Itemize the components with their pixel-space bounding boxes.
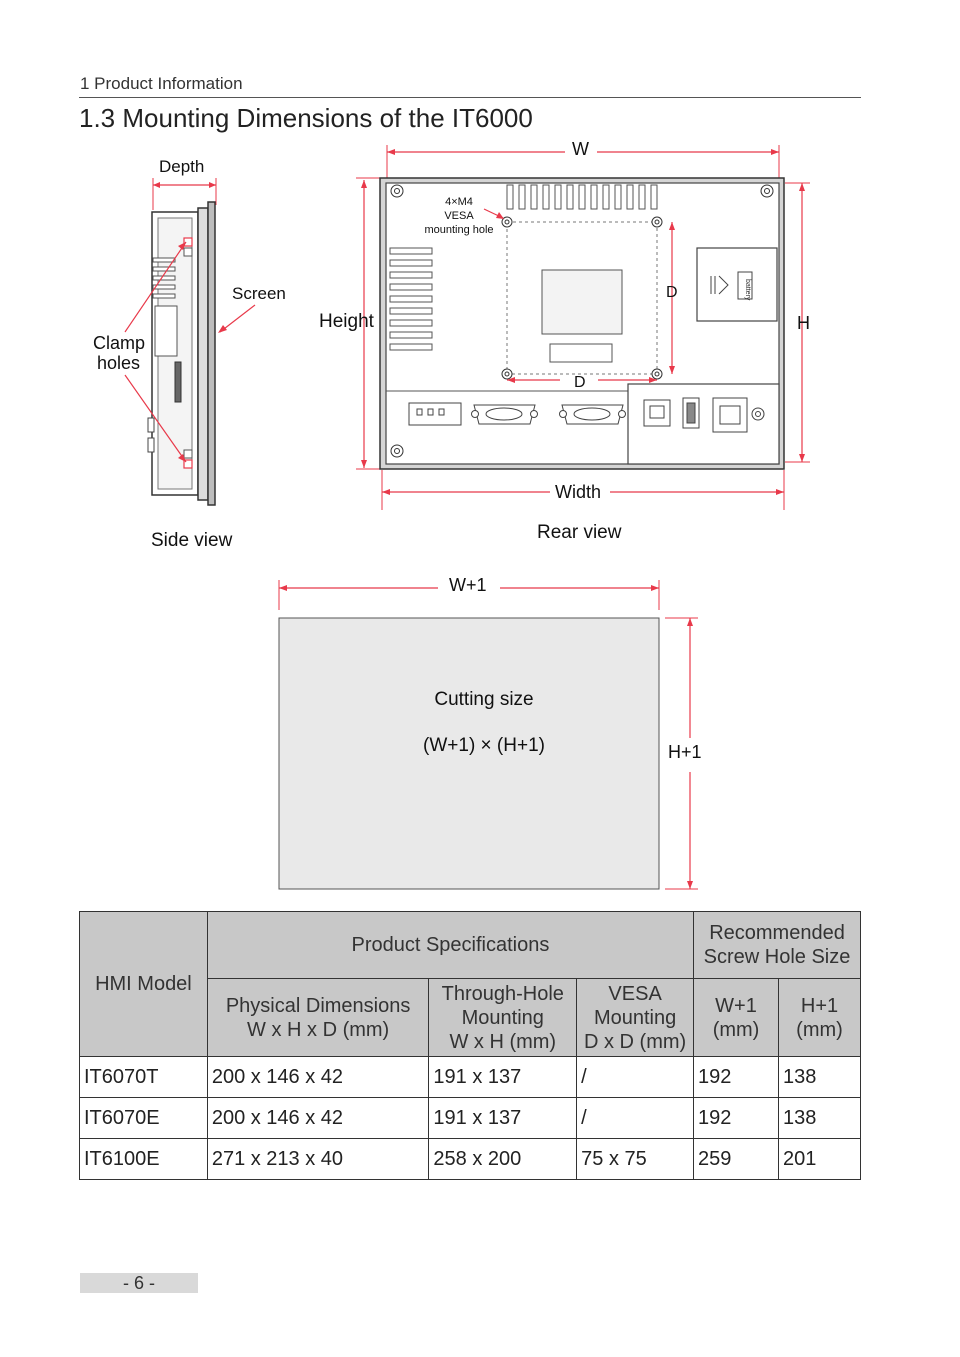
header-h1: H+1 (mm) bbox=[779, 979, 861, 1057]
page-number: - 6 - bbox=[80, 1273, 198, 1293]
h-dimension-label: H bbox=[797, 313, 810, 333]
rear-view-caption: Rear view bbox=[537, 522, 622, 543]
cutout-w-label: W+1 bbox=[449, 575, 487, 595]
vesa-d-vertical-label: D bbox=[666, 284, 678, 301]
cutout-formula: (W+1) × (H+1) bbox=[423, 735, 545, 756]
page-title: 1.3 Mounting Dimensions of the IT6000 bbox=[79, 103, 533, 133]
clamp-label-line1: Clamp bbox=[93, 333, 146, 353]
cell-w1: 192 bbox=[694, 1098, 779, 1139]
header-through-hole: Through-Hole Mounting W x H (mm) bbox=[429, 979, 577, 1057]
width-dimension-label: Width bbox=[555, 482, 602, 502]
cell-through: 258 x 200 bbox=[429, 1139, 577, 1180]
rear-view-diagram bbox=[0, 0, 960, 560]
cell-vesa: / bbox=[577, 1098, 694, 1139]
cell-w1: 192 bbox=[694, 1057, 779, 1098]
vesa-d-horizontal-label: D bbox=[574, 374, 586, 391]
section-header: 1 Product Information bbox=[80, 74, 243, 93]
header-product-specs: Product Specifications bbox=[207, 912, 693, 979]
table-row bbox=[80, 1057, 861, 1098]
side-view-caption: Side view bbox=[151, 530, 233, 551]
header-hmi-model: HMI Model bbox=[80, 912, 208, 1057]
screen-label: Screen bbox=[232, 284, 286, 303]
header-vesa: VESA Mounting D x D (mm) bbox=[577, 979, 694, 1057]
cell-h1: 201 bbox=[779, 1139, 861, 1180]
w-dimension-label: W bbox=[572, 139, 589, 159]
cell-h1: 138 bbox=[779, 1057, 861, 1098]
cell-physical: 271 x 213 x 40 bbox=[207, 1139, 429, 1180]
header-screw-hole: Recommended Screw Hole Size bbox=[694, 912, 861, 979]
header-physical-dimensions: Physical Dimensions W x H x D (mm) bbox=[207, 979, 429, 1057]
cell-vesa: / bbox=[577, 1057, 694, 1098]
cutout-title: Cutting size bbox=[434, 689, 534, 710]
table-row bbox=[80, 1139, 861, 1180]
cell-model: IT6100E bbox=[80, 1139, 208, 1180]
cell-through: 191 x 137 bbox=[429, 1098, 577, 1139]
cutout-diagram bbox=[0, 560, 960, 900]
battery-cover bbox=[697, 248, 777, 321]
cell-h1: 138 bbox=[779, 1098, 861, 1139]
battery-label: battery bbox=[744, 279, 751, 301]
cutout-h-label: H+1 bbox=[668, 742, 702, 762]
cell-physical: 200 x 146 x 42 bbox=[207, 1057, 429, 1098]
header-w1: W+1 (mm) bbox=[694, 979, 779, 1057]
cell-model: IT6070E bbox=[80, 1098, 208, 1139]
depth-label: Depth bbox=[159, 157, 205, 176]
vesa-hole-note: 4×M4 VESA mounting hole bbox=[424, 196, 494, 236]
cell-vesa: 75 x 75 bbox=[577, 1139, 694, 1180]
cell-through: 191 x 137 bbox=[429, 1057, 577, 1098]
spec-table bbox=[79, 911, 861, 1180]
height-dimension-label: Height bbox=[319, 311, 374, 332]
clamp-label-line2: holes bbox=[97, 353, 141, 373]
cell-physical: 200 x 146 x 42 bbox=[207, 1098, 429, 1139]
cell-model: IT6070T bbox=[80, 1057, 208, 1098]
table-row bbox=[80, 1098, 861, 1139]
cell-w1: 259 bbox=[694, 1139, 779, 1180]
